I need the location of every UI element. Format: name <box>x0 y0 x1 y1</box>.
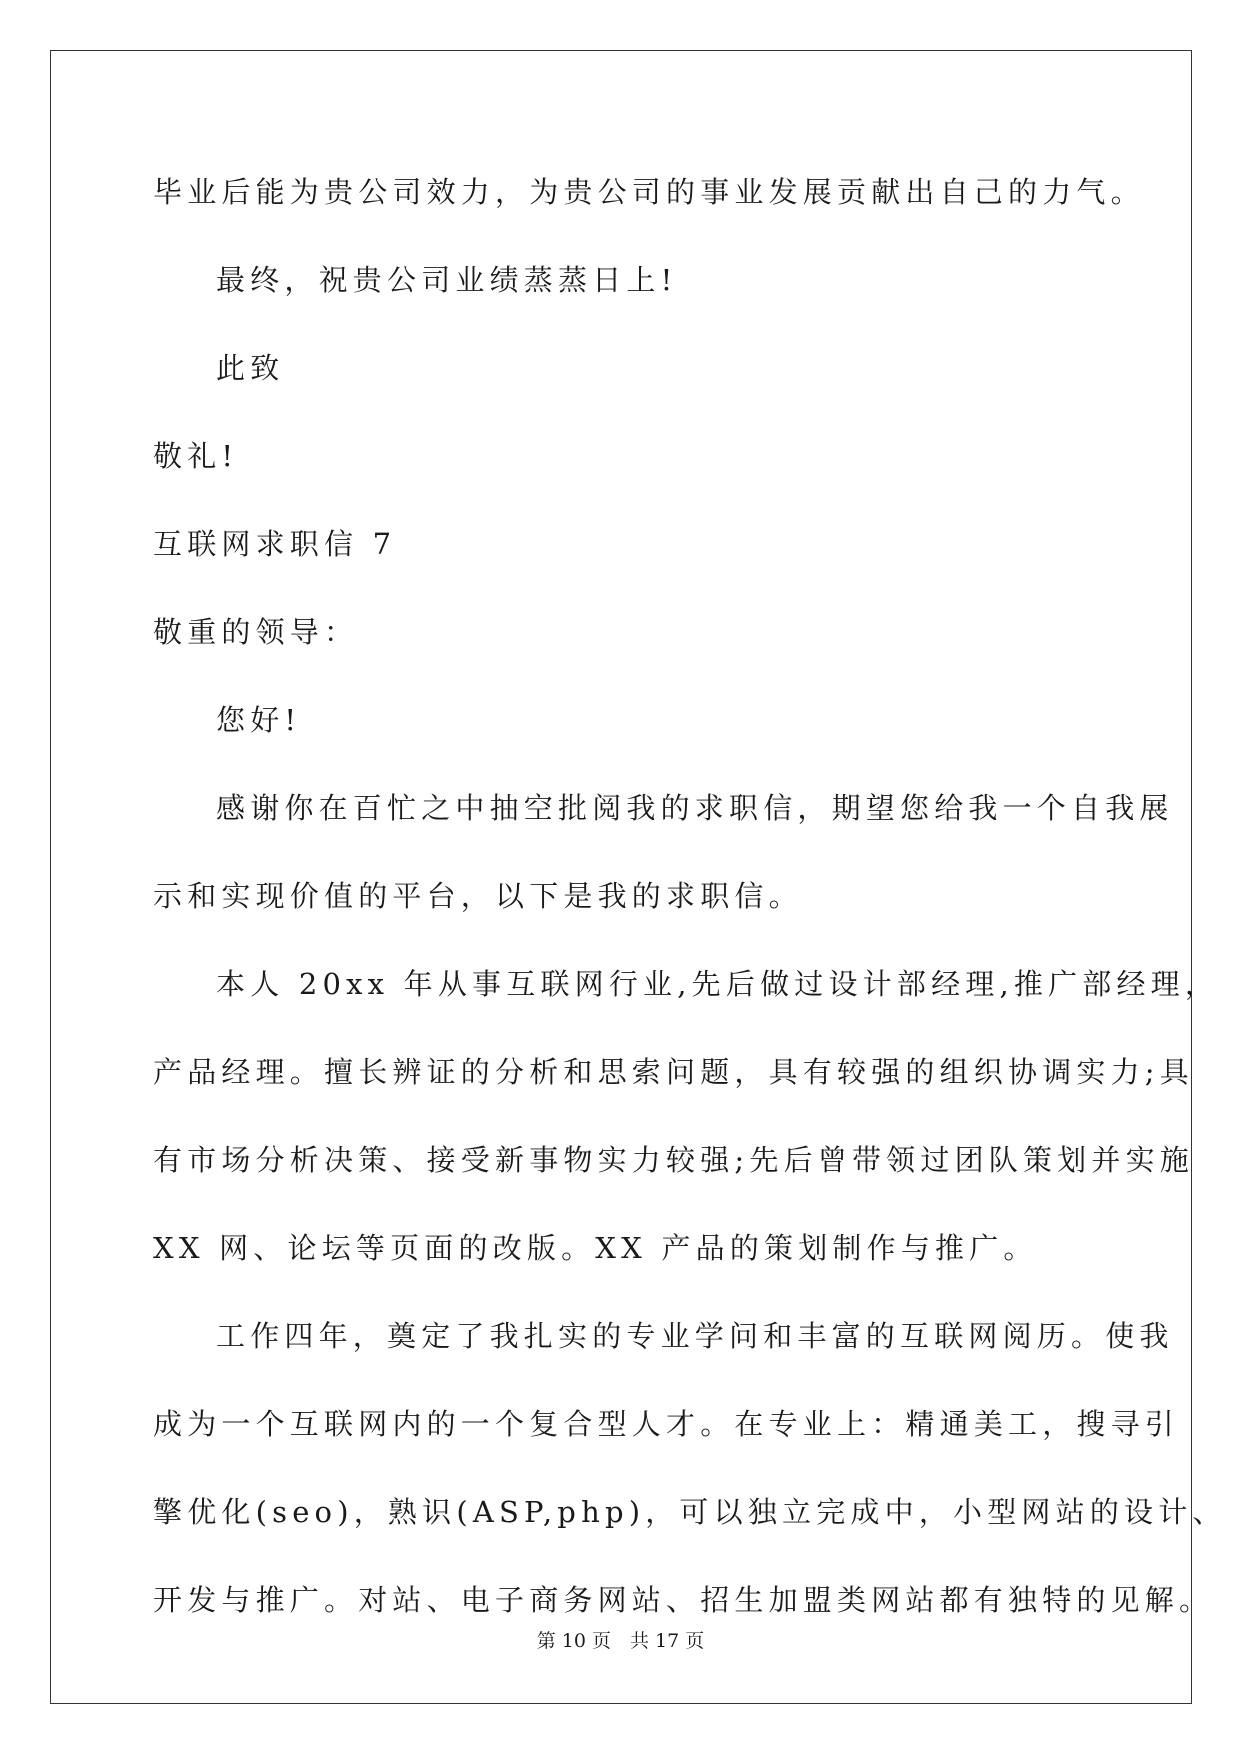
text-line: 产品经理。擅长辨证的分析和思索问题，具有较强的组织协调实力;具 <box>153 1055 1194 1089</box>
text-line: XX 网、论坛等页面的改版。XX 产品的策划制作与推广。 <box>153 1231 1038 1265</box>
page-number: 第 10 页 共 17 页 <box>536 1630 705 1652</box>
text-line: 示和实现价值的平台，以下是我的求职信。 <box>153 879 803 913</box>
text-line: 开发与推广。对站、电子商务网站、招生加盟类网站都有独特的见解。 <box>153 1583 1214 1617</box>
document-body <box>153 160 1227 1644</box>
text-line: 有市场分析决策、接受新事物实力较强;先后曾带领过团队策划并实施 <box>153 1143 1194 1177</box>
text-line: 毕业后能为贵公司效力，为贵公司的事业发展贡献出自己的力气。 <box>153 175 1145 209</box>
text-line: 您好! <box>216 703 302 737</box>
text-line: 感谢你在百忙之中抽空批阅我的求职信，期望您给我一个自我展 <box>216 791 1174 825</box>
section-heading: 互联网求职信 7 <box>153 527 397 561</box>
text-line: 敬礼! <box>153 439 239 473</box>
text-line: 此致 <box>216 351 285 385</box>
text-line: 擎优化(seo)，熟识(ASP,php)，可以独立完成中，小型网站的设计、 <box>153 1495 1227 1529</box>
text-line: 最终，祝贵公司业绩蒸蒸日上! <box>216 263 678 297</box>
text-line: 成为一个互联网内的一个复合型人才。在专业上：精通美工，搜寻引 <box>153 1407 1180 1441</box>
salutation: 敬重的领导： <box>153 615 359 649</box>
text-line: 工作四年，奠定了我扎实的专业学问和丰富的互联网阅历。使我 <box>216 1319 1174 1353</box>
text-line: 本人 20xx 年从事互联网行业,先后做过设计部经理,推广部经理， <box>216 967 1220 1001</box>
